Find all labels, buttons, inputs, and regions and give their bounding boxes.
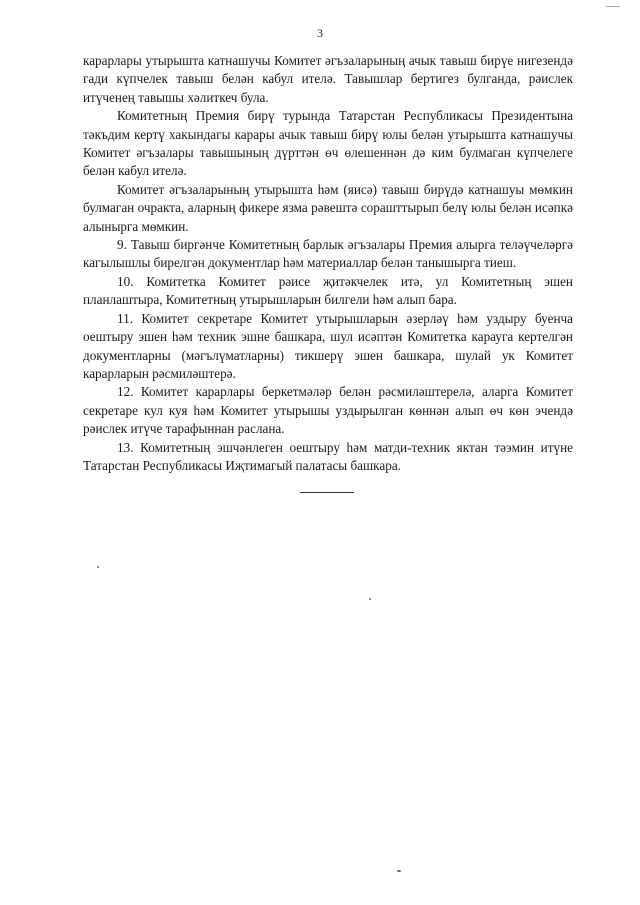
paragraph-president-proposal: Комитетның Премия бирү турында Татарстан Республикасы Президентына тәкъдим кертү хакындагы карары ачык тавыш бирү юлы белән утырышта катнашучы Комитет әгъзалары тавышының дүрттән өч өлешеннән дә ким булмаган күпчелеге белән кабул ителә. <box>83 108 573 179</box>
paragraph-continuation: карарлары утырышта катнашучы Комитет әгъзаларының ачык тавыш бирүе нигезендә гади күпчелек тавыш белән кабул ителә. Тавышлар бертигез булганда, рәислек итүченең тавышы хәлиткеч була. <box>83 53 573 105</box>
scan-speck <box>397 870 401 872</box>
paragraph-item-11: 11. Комитет секретаре Комитет утырышларын әзерләү һәм уздыру буенча оештыру эшен һәм техник эшне башкара, шул исәптән Комитетка карауга кертелгән документларны (мәгълүматларны) тикшерү эшен башкара, шулай ук Комитет карарларын рәсмиләштерә. <box>83 310 573 381</box>
document-body <box>83 52 573 475</box>
paragraph-item-9: 9. Тавыш биргәнче Комитетның барлык әгъзалары Премия алырга теләүчеләргә кагылышлы бирелгән документлар һәм материаллар белән танышырга тиеш. <box>83 237 573 271</box>
paragraph-written-vote: Комитет әгъзаларының утырышта һәм (яисә) тавыш бирүдә катнашуы мөмкин булмаган очракта, аларның фикере язма рәвештә сорашттырып белү юлы белән исәпкә алынырга мөмкин. <box>83 181 573 234</box>
paragraph-item-10: 10. Комитетка Комитет рәисе җитәкчелек итә, ул Комитетның эшен планлаштыра, Комитетның утырышларын билгели һәм алып бара. <box>83 273 573 308</box>
page-number: 3 <box>317 26 323 40</box>
scan-speck <box>97 566 99 568</box>
paragraph-item-12: 12. Комитет карарлары беркетмәләр белән рәсмиләштерелә, аларга Комитет секретаре кул куя һәм Комитет утырышы уздырылган көннән алып өч көн эчендә рәислек итүче тарафыннан раслана. <box>83 384 573 437</box>
scan-speck <box>369 598 371 600</box>
end-separator-line <box>300 492 354 493</box>
corner-scan-mark <box>606 6 620 11</box>
paragraph-item-13: 13. Комитетның эшчәнлеген оештыру һәм матди-техник яктан тәэмин итүне Татарстан Республикасы Иҗтимагый палатасы башкара. <box>83 439 573 473</box>
